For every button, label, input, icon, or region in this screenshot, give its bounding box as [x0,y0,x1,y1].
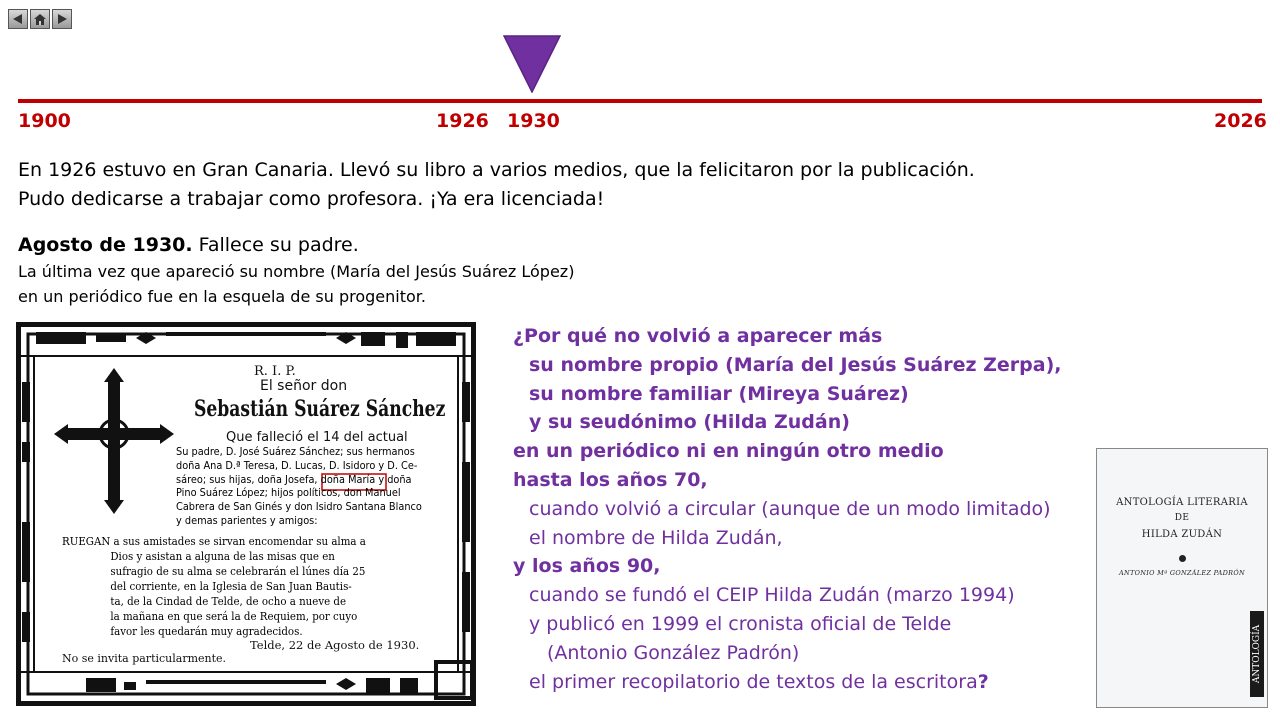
obituary-ruegan-line: RUEGAN a sus amistades se sirvan encomendar su alma a [62,535,366,548]
timeline-year-1926: 1926 [436,110,489,132]
book-author: ANTONIO Mª GONZÁLEZ PADRÓN [1119,569,1245,577]
book-title-1: ANTOLOGÍA LITERARIA [1116,497,1248,508]
obituary-ruegan-line: sufragio de su alma se celebrarán el lúnes día 25 [110,565,366,578]
question-last-line [513,668,1061,697]
obituary-body-line: Su padre, D. José Suárez Sánchez; sus hermanos [176,446,415,458]
august-heading [18,231,359,259]
obituary-senor: El señor don [260,378,348,394]
question-block [513,322,1061,696]
obituary-body-line: doña Ana D.ª Teresa, D. Lucas, D. Isidoro y D. Ce- [176,459,418,472]
question-line: ¿Por qué no volvió a aparecer más [513,325,883,347]
timeline-year-1900: 1900 [18,110,71,132]
question-line: en un periódico ni en ningún otro medio [513,440,944,463]
intro-line-1: En 1926 estuvo en Gran Canaria. Llevó su libro a varios medios, que la felicitaron por la publicación. [18,159,975,181]
obituary-ruegan-line: favor les quedarán muy agradecidos. [110,625,303,638]
question-line: su nombre familiar (Mireya Suárez) [529,382,909,405]
question-line: cuando se fundó el CEIP Hilda Zudán (marzo 1994) [529,584,1015,607]
bullet-icon [1179,555,1186,562]
back-button[interactable] [8,9,28,29]
intro-line-2: Pudo dedicarse a trabajar como profesora. ¡Ya era licenciada! [18,188,605,210]
question-line: hasta los años 70, [513,468,708,491]
obituary-date: Telde, 22 de Agosto de 1930. [250,638,420,652]
timeline-marker [503,35,561,93]
question-last-text: el primer recopilatorio de textos de la escritora [529,670,978,693]
obituary-ruegan-line: Dios y asistan a alguna de las misas que en [110,550,335,563]
obituary-name: Sebastián Suárez Sánchez [194,396,446,422]
cross-icon [54,368,174,514]
question-mark: ? [977,670,989,693]
august-line-1: La última vez que apareció su nombre (María del Jesús Suárez López) [18,262,575,281]
august-line-2: en un periódico fue en la esquela de su progenitor. [18,287,426,306]
question-line: cuando volvió a circular (aunque de un modo limitado) [529,497,1051,520]
question-line: y publicó en 1999 el cronista oficial de Telde [529,612,952,635]
obituary-ruegan-line: ta, de la Cindad de Telde, de ocho a nueve de [110,595,347,608]
triangle-right-icon [56,13,68,25]
question-line: su nombre propio (María del Jesús Suárez Zerpa), [529,353,1062,376]
obituary-body-line: y demas parientes y amigos: [176,514,318,527]
forward-button[interactable] [52,9,72,29]
obituary-body [176,446,422,529]
timeline-year-2026: 2026 [1214,110,1267,132]
question-line: y su seudónimo (Hilda Zudán) [529,411,850,434]
book-spine [1250,611,1264,697]
obituary-ruegan-line: del corriente, en la Iglesia de San Juan Bautis- [110,580,352,593]
home-icon [33,13,47,26]
question-line: el nombre de Hilda Zudán, [529,526,783,549]
book-cover [1096,448,1268,708]
home-button[interactable] [30,9,50,29]
august-heading-bold: Agosto de 1930. [18,234,193,256]
nav-buttons [8,9,72,29]
obituary-image [16,322,476,706]
question-line: y los años 90, [513,555,661,578]
timeline-line [18,99,1262,103]
triangle-left-icon [12,13,24,25]
book-title-3: HILDA ZUDÁN [1141,529,1223,540]
obituary-rip: R. I. P. [254,364,296,379]
obituary-ruegan-line: la mañana en que será la de Requiem, por cuyo [110,610,358,623]
book-spine-text: ANTOLOGÍA [1252,624,1262,684]
obituary-footer: No se invita particularmente. [62,652,227,665]
obituary-body-line: Cabrera de San Ginés y don Isidro Santana Blanco [176,501,422,514]
timeline-year-1930: 1930 [507,110,560,132]
obituary-ruegan [62,534,366,639]
obituary-body-line: sáreo; sus hijas, doña Josefa, doña María y doña [176,473,412,486]
obituary-body-line: Pino Suárez López; hijos políticos, don Manuel [176,487,401,500]
question-line: (Antonio González Padrón) [547,641,800,664]
obituary-fallecio: Que falleció el 14 del actual [226,430,408,445]
august-heading-rest: Fallece su padre. [192,234,359,256]
book-title-2: DE [1174,513,1190,523]
